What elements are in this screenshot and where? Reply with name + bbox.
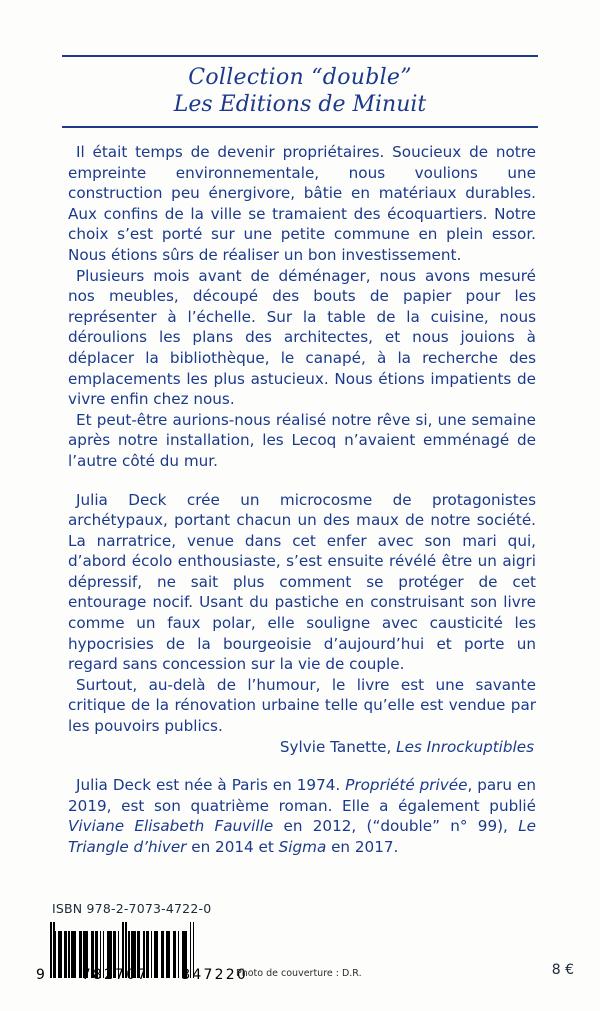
collection-title: Collection “double” (188, 65, 412, 90)
review-author: Sylvie Tanette, (279, 737, 392, 756)
barcode-lead-digit: 9 (36, 967, 45, 983)
blurb-paragraph-3: Et peut-être aurions-nous réalisé notre rêve si, une semaine après notre installation, les Lecoq n’avaient emménagé de l’autre côté du mur. (68, 410, 536, 470)
bio-title-4: Sigma (278, 838, 327, 856)
isbn-text: ISBN 978-2-7073-4722-0 (52, 901, 212, 916)
publisher-name: Les Editions de Minuit (173, 92, 427, 118)
barcode-digits (36, 967, 248, 983)
barcode-digits-left: 782707 (81, 967, 149, 983)
review-paragraph-1: Julia Deck crée un microcosme de protagonistes archétypaux, portant chacun un des maux de notre société. La narratrice, venue dans cet enfer avec son mari qui, d’abord écolo enthousiaste, s’est ensuite révélé être un aigri dépressif, ne sait plus comment se protéger de cet entourage nocif. Usant du pastiche en construisant son livre comme un faux polar, elle souligne avec causticité les hypocrisies de la bourgeoisie d’aujourd’hui et porte un regard sans concession sur la vie de couple. (68, 490, 536, 674)
bio-text-2: , paru en 2019, est son quatrième roman. Elle a également publié (68, 776, 536, 815)
blurb-paragraph-2: Plusieurs mois avant de déménager, nous avons mesuré nos meubles, découpé des bouts de papier pour les représenter à l’échelle. Sur la table de la cuisine, nous déroulions les plans des architectes, et nous jouions à déplacer la bibliothèque, le canapé, à la recherche des emplacements les plus astucieux. Nous étions impatients de vivre enfin chez nous. (68, 266, 536, 409)
review-source: Les Inrockuptibles (396, 737, 534, 756)
bio-text-3: en 2012, (“double” n° 99), (273, 817, 519, 836)
price-label: 8 € (551, 962, 574, 978)
photo-credit: Photo de couverture : D.R. (236, 968, 362, 979)
author-bio (68, 775, 536, 857)
review-attribution (68, 737, 536, 758)
bio-text-1: Julia Deck est née à Paris en 1974. (76, 776, 346, 795)
bio-text-5: en 2017. (326, 838, 399, 856)
header-top-rule (62, 55, 538, 57)
bio-text-4: en 2014 et (186, 838, 279, 856)
barcode-digits-right: 347220 (181, 967, 248, 983)
bio-title-1: Propriété privée (345, 776, 468, 795)
bio-title-3: Le Triangle d’hiver (68, 817, 536, 856)
cover-body (68, 142, 536, 858)
cover-header (62, 55, 538, 128)
review-paragraph-2: Surtout, au-delà de l’humour, le livre est une savante critique de la rénovation urbaine telle qu’elle est vendue par les pouvoirs publics. (68, 675, 536, 736)
blurb-review-spacer (68, 472, 536, 490)
blurb-paragraph-1: Il était temps de devenir propriétaires. Soucieux de notre empreinte environnementale, nous voulions une construction peu énergivore, bâtie en matériaux durables. Aux confins de la ville se tramaient des écoquartiers. Notre choix s’est porté sur une petite commune en plein essor. Nous étions sûrs de réaliser un bon investissement. (68, 143, 536, 264)
header-bottom-rule (62, 126, 538, 128)
bio-title-2: Viviane Elisabeth Fauville (68, 817, 274, 836)
review-bio-spacer (68, 757, 536, 775)
